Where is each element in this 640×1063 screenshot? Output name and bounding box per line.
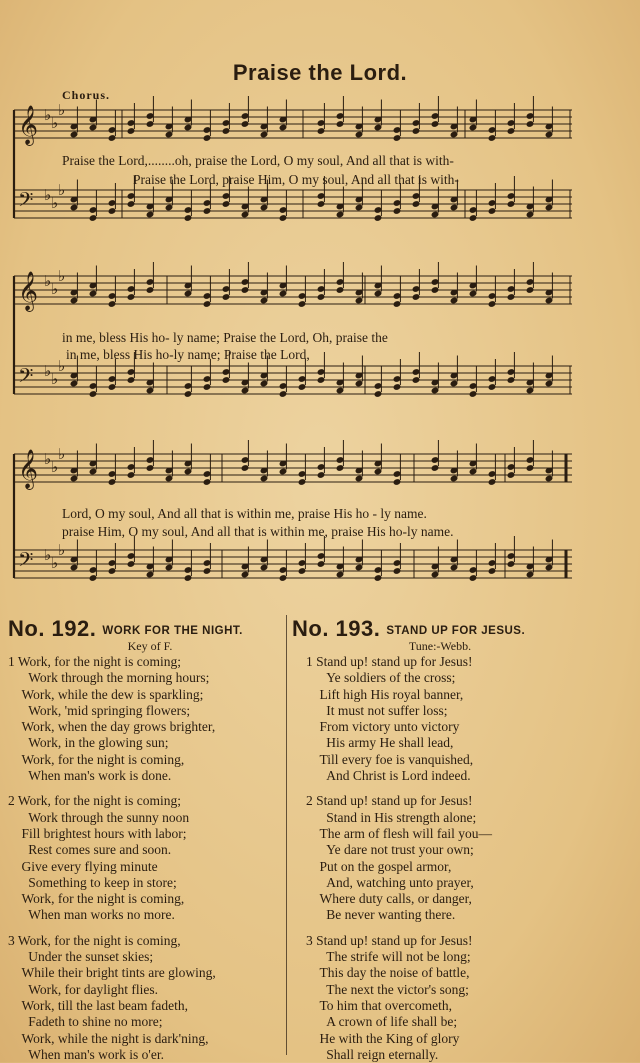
verse-line: When man works no more.	[8, 907, 175, 923]
verse-line: 3 Work, for the night is coming,	[8, 932, 181, 948]
verse-line: Be never wanting there.	[306, 907, 456, 923]
verse-line: It must not suffer loss;	[306, 702, 448, 718]
verse-line: Rest comes sure and soon.	[8, 842, 172, 858]
svg-text:♭: ♭	[44, 450, 52, 468]
hymn-title: WORK FOR THE NIGHT.	[102, 625, 243, 637]
verse-line: Work, for daylight flies.	[8, 981, 159, 997]
verse-line: Lift high His royal banner,	[306, 686, 464, 702]
chorus-label: Chorus.	[62, 88, 111, 102]
verse-line: Work, till the last beam fadeth,	[8, 997, 188, 1013]
verse-line: His army He shall lead,	[306, 735, 454, 751]
lyric-line-2-lower: in me, bless His ho-ly name; Praise the Lord,	[66, 347, 310, 362]
svg-text:𝄞: 𝄞	[18, 271, 39, 311]
svg-text:♭: ♭	[51, 370, 59, 388]
svg-text:♭: ♭	[58, 267, 66, 285]
verse-line: 1 Stand up! stand up for Jesus!	[306, 654, 473, 669]
verse-line: He with the King of glory	[306, 1030, 460, 1046]
verse-line: Under the sunset skies;	[8, 949, 154, 965]
verse-line: Work, while the night is dark'ning,	[8, 1030, 209, 1046]
verse-line: From victory unto victory	[306, 719, 460, 735]
svg-text:♭: ♭	[44, 546, 52, 564]
svg-text:♭: ♭	[58, 101, 66, 119]
verse-line: Where duty calls, or danger,	[306, 891, 472, 907]
svg-text:♭: ♭	[51, 114, 59, 132]
verse-line: Work, while the dew is sparkling;	[8, 686, 204, 702]
lyric-line-1-upper: Praise the Lord,........oh, praise the Lord, O my soul, And all that is with-	[62, 153, 454, 168]
svg-text:♭: ♭	[44, 272, 52, 290]
music-system-1	[0, 96, 640, 246]
verse-line: This day the noise of battle,	[306, 965, 470, 981]
verse-line: Work, in the glowing sun;	[8, 735, 169, 751]
verse-line: Something to keep in store;	[8, 874, 177, 890]
hymn-193-tune: Tune:-Webb.	[408, 639, 472, 653]
verse-line: A crown of life shall be;	[306, 1014, 458, 1030]
verse-line: And, watching unto prayer,	[306, 874, 474, 890]
hymn-title: STAND UP FOR JESUS.	[386, 625, 526, 637]
stanza-gap	[8, 924, 216, 933]
verse-line: Work, for the night is coming,	[8, 891, 185, 907]
verse-line: 2 Work, for the night is coming;	[8, 793, 182, 809]
verse-line: The strife will not be long;	[306, 949, 471, 965]
verse-line: 1 Work, for the night is coming;	[8, 654, 182, 669]
svg-text:♭: ♭	[51, 458, 59, 476]
svg-text:♭: ♭	[58, 541, 66, 559]
verse-line: Work, 'mid springing flowers;	[8, 702, 191, 718]
verse-line: Work, for the night is coming,	[8, 751, 185, 767]
verse-line: Stand in His strength alone;	[306, 809, 477, 825]
lyric-line-1-lower: Praise the Lord, praise Him, O my soul, And all that is with-	[133, 172, 459, 187]
verse-line: The next the victor's song;	[306, 981, 469, 997]
svg-text:♭: ♭	[44, 106, 52, 124]
verse-line: Work through the sunny noon	[8, 809, 190, 825]
hymn-193-verses	[306, 654, 492, 1063]
svg-text:♭: ♭	[51, 194, 59, 212]
lyric-line-2-upper: in me, bless His ho- ly name; Praise the Lord, Oh, praise the	[62, 330, 388, 345]
verse-line: While their bright tints are glowing,	[8, 965, 216, 981]
verse-line: 3 Stand up! stand up for Jesus!	[306, 932, 473, 948]
page-title: Praise the Lord.	[232, 60, 408, 85]
svg-text:♭: ♭	[44, 186, 52, 204]
verse-line: When man's work is o'er.	[8, 1046, 164, 1062]
lyric-line-3-upper: Lord, O my soul, And all that is within me, praise His ho - ly name.	[62, 506, 427, 521]
verse-line: 2 Stand up! stand up for Jesus!	[306, 793, 473, 809]
svg-text:♭: ♭	[44, 362, 52, 380]
verse-line: To him that overcometh,	[306, 997, 453, 1013]
verse-line: Till every foe is vanquished,	[306, 751, 474, 767]
svg-text:𝄢: 𝄢	[18, 188, 34, 216]
stanza-gap	[306, 924, 492, 933]
hymn-192-key: Key of F.	[127, 639, 173, 653]
verse-line: Give every flying minute	[8, 858, 158, 874]
column-divider	[286, 615, 287, 1055]
stanza-gap	[8, 784, 216, 793]
svg-text:♭: ♭	[51, 554, 59, 572]
lyric-line-3-lower: praise Him, O my soul, And all that is within me, praise His ho-ly name.	[62, 524, 454, 539]
svg-text:♭: ♭	[58, 181, 66, 199]
stanza-gap	[306, 784, 492, 793]
verse-line: The arm of flesh will fail you—	[306, 825, 492, 841]
verse-line: Shall reign eternally.	[306, 1046, 439, 1062]
verse-line: Work, when the day grows brighter,	[8, 719, 216, 735]
svg-text:♭: ♭	[58, 357, 66, 375]
verse-line: Ye dare not trust your own;	[306, 842, 474, 858]
svg-text:𝄢: 𝄢	[18, 548, 34, 576]
svg-text:𝄢: 𝄢	[18, 364, 34, 392]
svg-text:♭: ♭	[58, 445, 66, 463]
verse-line: Fill brightest hours with labor;	[8, 825, 187, 841]
hymn-192-verses	[8, 654, 216, 1063]
svg-text:𝄞: 𝄞	[18, 449, 39, 489]
verse-line: Put on the gospel armor,	[306, 858, 452, 874]
verse-line: Ye soldiers of the cross;	[306, 670, 456, 686]
verse-line: And Christ is Lord indeed.	[306, 768, 471, 784]
svg-text:♭: ♭	[51, 280, 59, 298]
verse-line: Fadeth to shine no more;	[8, 1014, 163, 1030]
svg-text:𝄞: 𝄞	[18, 105, 39, 145]
verse-line: When man's work is done.	[8, 768, 172, 784]
hymn-number: No. 193.	[292, 616, 381, 641]
hymn-number: No. 192.	[8, 616, 97, 641]
verse-line: Work through the morning hours;	[8, 670, 210, 686]
